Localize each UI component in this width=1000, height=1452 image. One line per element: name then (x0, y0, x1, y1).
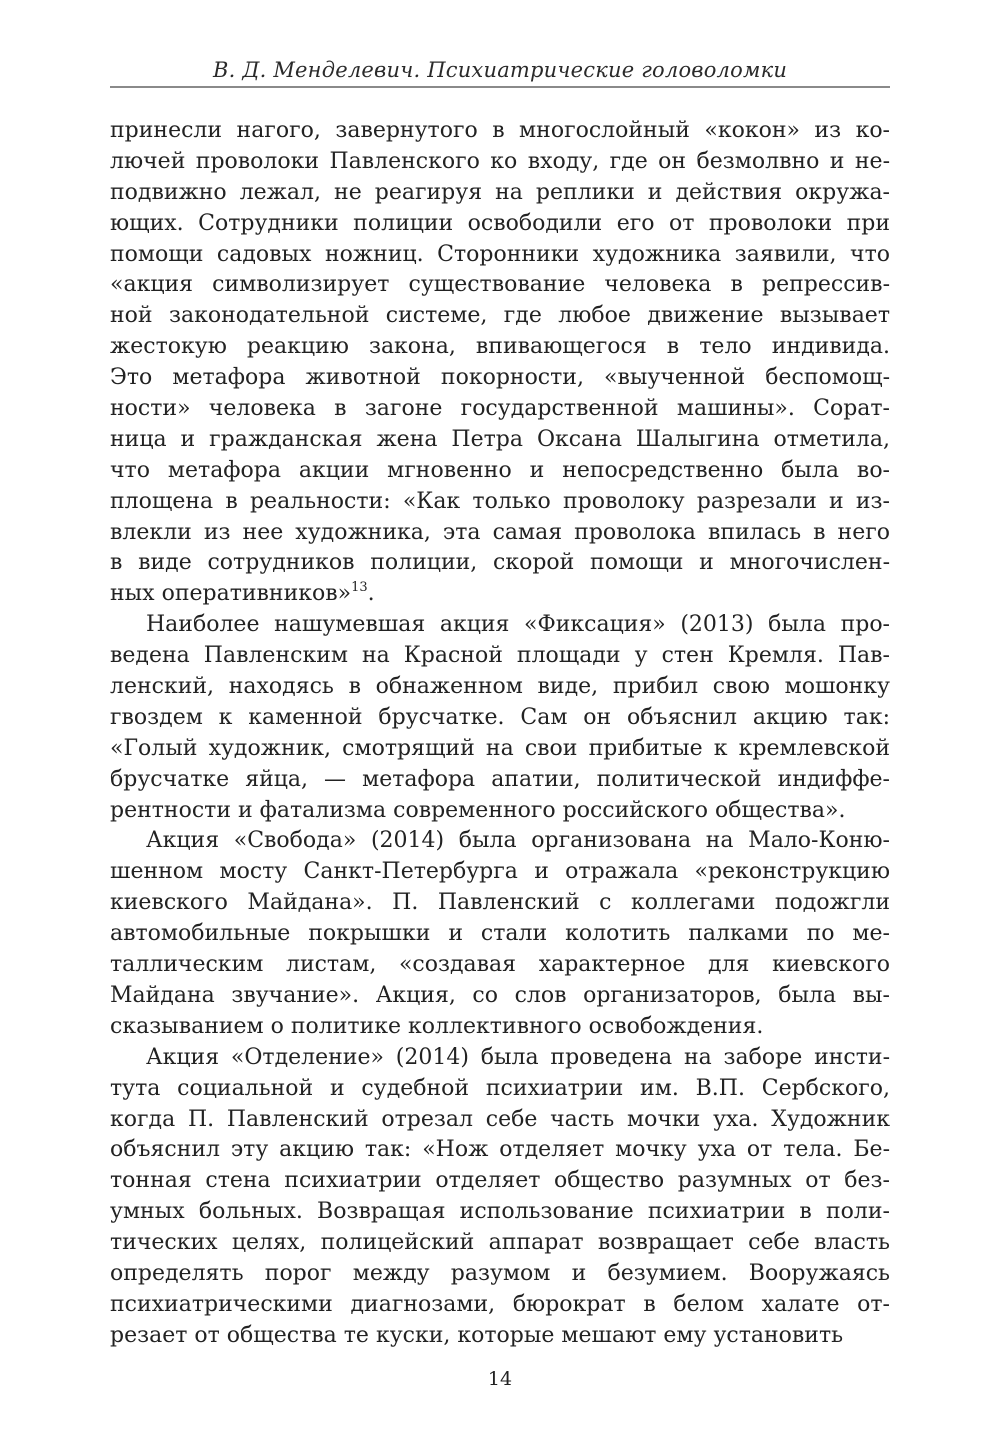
text-line (110, 147, 890, 178)
page-number: 14 (487, 1368, 513, 1390)
text-line (110, 981, 890, 1012)
text-line-content: таллическим листам, «создавая характерное для киевского (110, 952, 890, 978)
text-line-content: психиатрическими диагнозами, бюрократ в белом халате от- (110, 1291, 890, 1317)
text-line (110, 1166, 890, 1197)
text-line (110, 826, 890, 857)
header-author: В. Д. Менделевич. (212, 58, 421, 82)
text-line-content: Наиболее нашумевшая акция «Фиксация» (2013) была про- (146, 612, 890, 638)
text-line-content: помощи садовых ножниц. Сторонники художника заявили, что (110, 241, 890, 267)
text-line (110, 1228, 890, 1259)
text-line (110, 456, 890, 487)
header-book-title: Психиатрические головоломки (427, 58, 788, 82)
text-line (110, 178, 890, 209)
text-line-content: «Голый художник, смотрящий на свои прибитые к кремлевской (110, 735, 890, 761)
text-line-content: Майдана звучание». Акция, со слов организаторов, была вы- (110, 982, 890, 1008)
text-line-content: принесли нагого, завернутого в многослойный «кокон» из ко- (110, 118, 890, 143)
text-line-content: подвижно лежал, не реагируя на реплики и действия окружа- (110, 179, 890, 205)
text-line-content: ведена Павленским на Красной площади у стен Кремля. Пав- (110, 643, 890, 669)
main-text (110, 116, 890, 1352)
paragraph (110, 610, 890, 826)
text-line (110, 765, 890, 796)
text-line (110, 1259, 890, 1290)
text-line (110, 1043, 890, 1074)
text-line-content: ных оперативников» (110, 581, 352, 607)
text-line-content: киевского Майдана». П. Павленский с коллегами подожгли (110, 890, 890, 916)
text-line-content: ющих. Сотрудники полиции освободили его от проволоки при (110, 210, 890, 236)
text-line (110, 919, 890, 950)
text-line-content: Это метафора животной покорности, «выученной беспомощ- (110, 365, 890, 391)
text-line-content: Акция «Отделение» (2014) была проведена на заборе инсти- (146, 1044, 890, 1070)
text-line (110, 950, 890, 981)
text-line-content: лючей проволоки Павленского ко входу, где он безмолвно и не- (110, 148, 890, 174)
paragraph (110, 116, 890, 610)
text-line-content: в виде сотрудников полиции, скорой помощи и многочислен- (110, 550, 890, 576)
text-line-content: «акция символизирует существование человека в репрессив- (110, 272, 890, 298)
sentence-end: . (367, 581, 375, 607)
paragraph (110, 826, 890, 1042)
text-line-content: резает от общества те куски, которые мешают ему установить (110, 1322, 844, 1348)
text-line-content: Акция «Свобода» (2014) была организована на Мало-Коню- (146, 828, 890, 854)
text-line (110, 579, 890, 610)
text-line-content: шенном мосту Санкт-Петербурга и отражала «реконструкцию (110, 859, 890, 885)
text-line (110, 425, 890, 456)
text-line (110, 796, 890, 827)
text-line (110, 240, 890, 271)
text-line (110, 1197, 890, 1228)
text-line (110, 301, 890, 332)
text-line (110, 1012, 890, 1043)
running-header (110, 52, 890, 88)
text-line (110, 1321, 890, 1352)
running-head-text (213, 52, 787, 88)
text-line (110, 1290, 890, 1321)
text-line-content: площена в реальности: «Как только проволоку разрезали и из- (110, 488, 890, 514)
text-line (110, 1105, 890, 1136)
text-line (110, 548, 890, 579)
text-line-content: ленский, находясь в обнаженном виде, прибил свою мошонку (110, 674, 890, 700)
text-line-content: тонная стена психиатрии отделяет общество разумных от без- (110, 1168, 890, 1194)
text-line-content: умных больных. Возвращая использование психиатрии в поли- (110, 1199, 890, 1225)
text-line-content: брусчатке яйца, — метафора апатии, политической индиффе- (110, 766, 890, 792)
text-line (110, 270, 890, 301)
text-line-content: когда П. Павленский отрезал себе часть мочки уха. Художник (110, 1106, 890, 1132)
text-line (110, 487, 890, 518)
text-line-content: жестокую реакцию закона, впивающегося в тело индивида. (110, 334, 890, 360)
text-line-content: ности» человека в загоне государственной машины». Сорат- (110, 396, 890, 422)
text-line-content: тических целях, полицейский аппарат возвращает себе власть (110, 1230, 890, 1256)
text-line-content: сказыванием о политике коллективного освобождения. (110, 1013, 764, 1039)
text-line-content: гвоздем к каменной брусчатке. Сам он объяснил акцию так: (110, 704, 890, 730)
text-line (110, 641, 890, 672)
text-line-content: что метафора акции мгновенно и непосредственно была во- (110, 457, 890, 483)
text-line-content: тута социальной и судебной психиатрии им. В.П. Сербского, (110, 1075, 890, 1101)
paragraph (110, 1043, 890, 1352)
text-line (110, 1074, 890, 1105)
text-line-content: рентности и фатализма современного российского общества». (110, 797, 846, 823)
footnote-marker[interactable]: 13 (351, 580, 368, 596)
text-line (110, 363, 890, 394)
text-line (110, 888, 890, 919)
text-line (110, 394, 890, 425)
text-line (110, 1135, 890, 1166)
text-line (110, 116, 890, 147)
text-line (110, 332, 890, 363)
text-line-content: определять порог между разумом и безумием. Вооружаясь (110, 1260, 890, 1286)
text-line-content: автомобильные покрышки и стали колотить палками по ме- (110, 921, 890, 947)
text-line (110, 703, 890, 734)
text-line (110, 857, 890, 888)
text-line (110, 209, 890, 240)
text-line (110, 734, 890, 765)
text-line (110, 610, 890, 641)
text-line (110, 518, 890, 549)
text-line-content: ница и гражданская жена Петра Оксана Шалыгина отметила, (110, 426, 890, 452)
text-line-content: ной законодательной системе, где любое движение вызывает (110, 303, 890, 329)
text-line-content: объяснил эту акцию так: «Нож отделяет мочку уха от тела. Бе- (110, 1137, 890, 1163)
text-line (110, 672, 890, 703)
text-line-content: влекли из нее художника, эта самая проволока впилась в него (110, 519, 890, 545)
